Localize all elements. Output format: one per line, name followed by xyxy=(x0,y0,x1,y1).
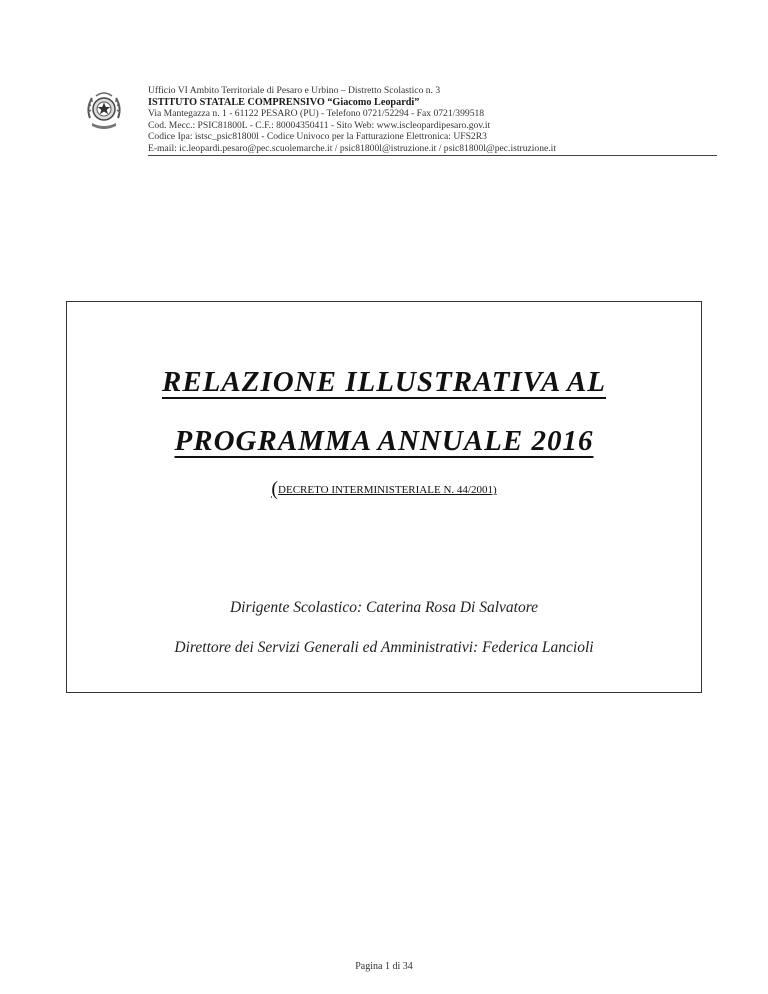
codes-line: Cod. Mecc.: PSIC81800L - C.F.: 80004350411 - Sito Web: www.iscleopardipesaro.gov.it xyxy=(148,119,491,131)
page-number: Pagina 1 di 34 xyxy=(355,961,413,972)
letterhead-text xyxy=(148,85,648,155)
principal-signatory: Dirigente Scolastico: Caterina Rosa Di Salvatore xyxy=(229,599,539,616)
decree-reference xyxy=(67,478,701,501)
director-signatory: Direttore dei Servizi Generali ed Amministrativi: Federica Lancioli xyxy=(174,639,594,656)
document-title-line-1-text: RELAZIONE ILLUSTRATIVA AL xyxy=(162,366,606,398)
letterhead-divider xyxy=(148,155,717,156)
document-title-line-2 xyxy=(67,425,701,458)
office-line: Ufficio VI Ambito Territoriale di Pesaro e Urbino – Distretto Scolastico n. 3 xyxy=(148,85,441,96)
decree-open-paren: ( xyxy=(271,478,279,500)
italian-republic-emblem-icon xyxy=(82,88,126,132)
document-title-line-1 xyxy=(67,366,701,399)
email-line: E-mail: ic.leopardi.pesaro@pec.scuolemarche.it / psic81800l@istruzione.it / psic81800l@pec.istruzione.it xyxy=(148,142,557,154)
document-title-line-2-text: PROGRAMMA ANNUALE 2016 xyxy=(174,425,594,457)
letterhead xyxy=(82,85,634,157)
title-box xyxy=(66,301,702,693)
ipa-line: Codice Ipa: istsc_psic81800l - Codice Univoco per la Fatturazione Elettronica: UFS2R3 xyxy=(148,131,487,143)
school-name: ISTITUTO STATALE COMPRENSIVO “Giacomo Leopardi” xyxy=(148,96,420,108)
address-line: Via Mantegazza n. 1 - 61122 PESARO (PU) - Telefono 0721/52294 - Fax 0721/399518 xyxy=(148,108,485,120)
decree-text: DECRETO INTERMINISTERIALE N. 44/2001) xyxy=(278,484,497,496)
